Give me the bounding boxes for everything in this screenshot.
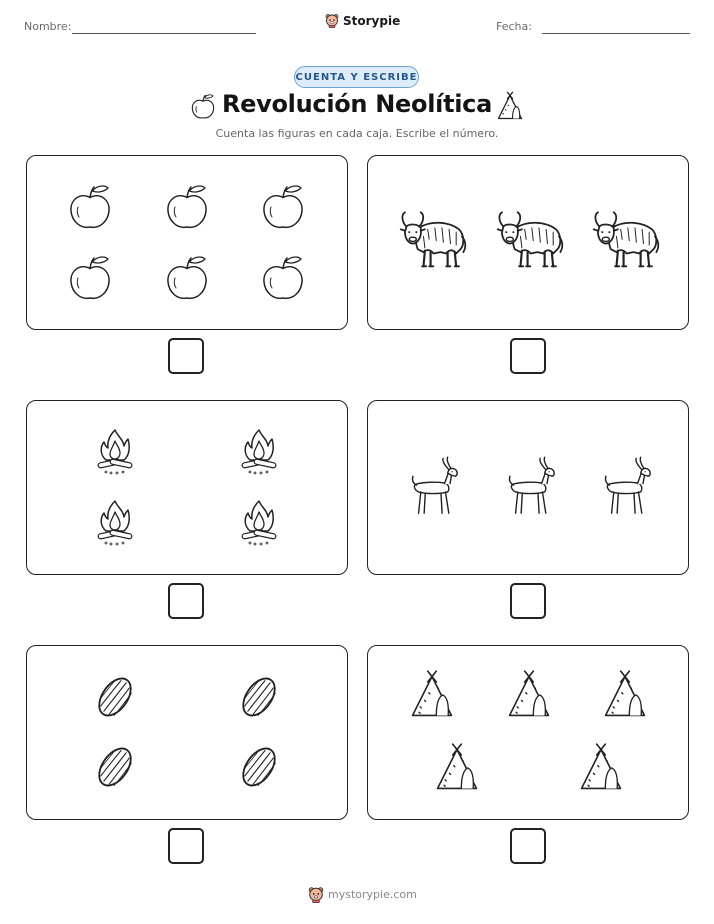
tent-icon [430, 741, 484, 797]
gazelle-icon [404, 455, 460, 521]
date-line[interactable] [542, 33, 690, 34]
panel-gazelles [367, 400, 689, 575]
panel-seeds [26, 645, 348, 820]
gazelle-icon [501, 455, 557, 521]
campfire-icon [95, 496, 135, 548]
date-label: Fecha: [496, 20, 532, 33]
apple-icon [162, 251, 212, 303]
seed-icon [233, 740, 285, 794]
yak-icon [493, 208, 565, 272]
panel-apples [26, 155, 348, 330]
answer-box-tents[interactable] [510, 828, 546, 864]
seed-icon [233, 670, 285, 724]
name-line[interactable] [72, 33, 256, 34]
footer [308, 886, 417, 903]
campfire-icon [239, 496, 279, 548]
footer-url: mystorypie.com [328, 888, 417, 901]
apple-icon [65, 251, 115, 303]
brand-name: Storypie [343, 13, 401, 28]
tent-icon [574, 741, 628, 797]
answer-box-seeds[interactable] [168, 828, 204, 864]
panel-tents [367, 645, 689, 820]
campfire-icon [95, 425, 135, 477]
tent-icon [494, 91, 526, 123]
panel-yaks [367, 155, 689, 330]
apple-icon [65, 180, 115, 232]
name-label: Nombre: [24, 20, 72, 33]
panel-campfires [26, 400, 348, 575]
gazelle-icon [597, 455, 653, 521]
activity-badge: CUENTA Y ESCRIBE [294, 66, 419, 88]
yak-icon [396, 208, 468, 272]
answer-box-gazelles[interactable] [510, 583, 546, 619]
answer-box-apples[interactable] [168, 338, 204, 374]
answer-box-campfires[interactable] [168, 583, 204, 619]
brand-logo [325, 13, 400, 28]
tent-icon [598, 668, 652, 724]
apple-icon [162, 180, 212, 232]
tent-icon [502, 668, 556, 724]
apple-icon [258, 251, 308, 303]
seed-icon [89, 670, 141, 724]
campfire-icon [239, 425, 279, 477]
answer-box-yaks[interactable] [510, 338, 546, 374]
apple-icon [258, 180, 308, 232]
instructions: Cuenta las figuras en cada caja. Escribe el número. [215, 127, 499, 140]
storypie-mascot-icon [325, 13, 339, 28]
storypie-mascot-icon [308, 886, 324, 903]
tent-icon [405, 668, 459, 724]
yak-icon [589, 208, 661, 272]
seed-icon [89, 740, 141, 794]
page-title: Revolución Neolítica [221, 90, 492, 118]
